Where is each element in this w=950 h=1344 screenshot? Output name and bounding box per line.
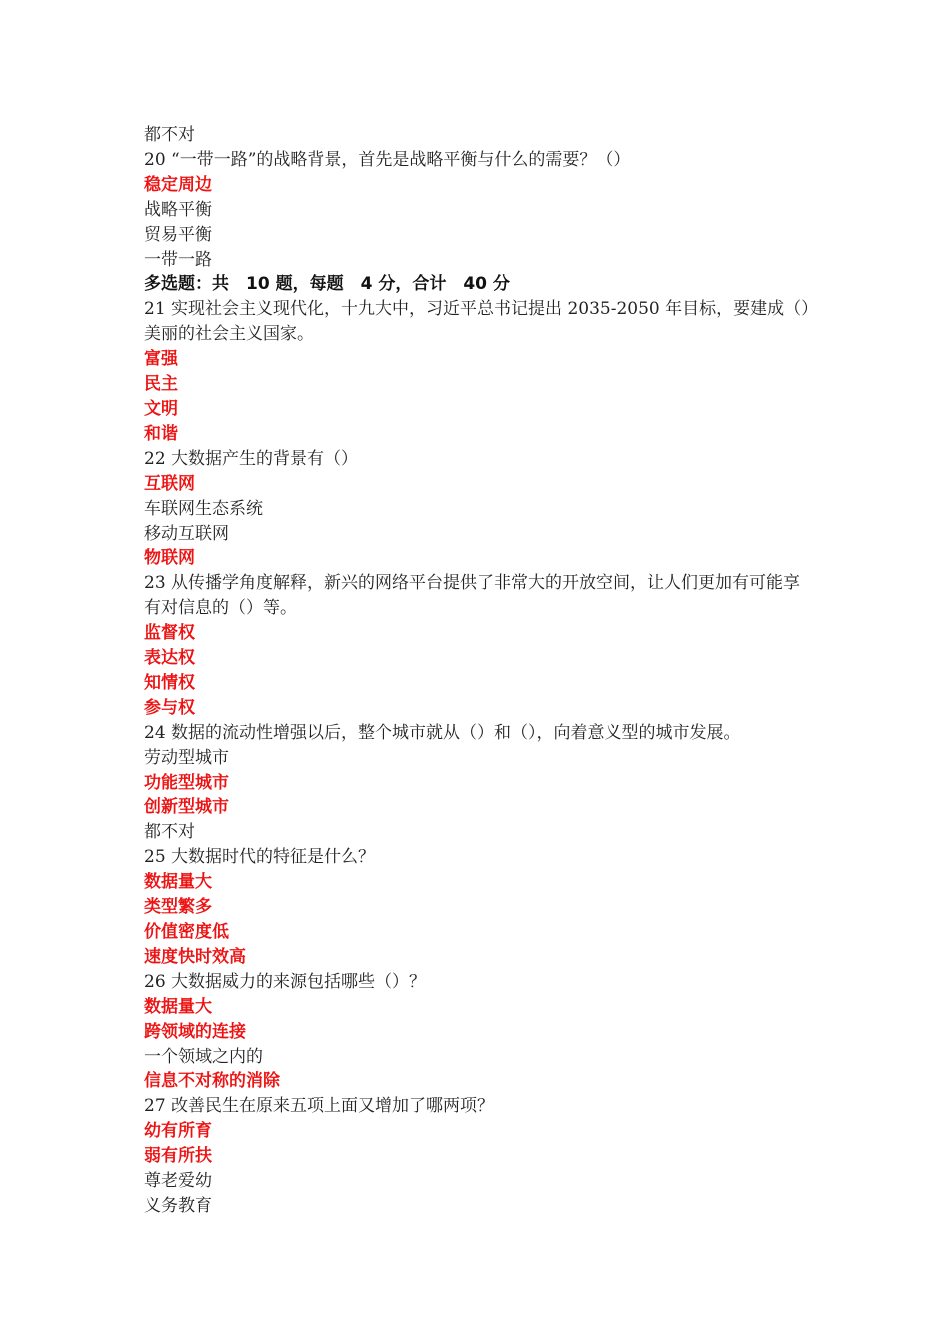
option-line: 一带一路 [144,249,212,270]
correct-answer-line: 文明 [144,398,178,419]
correct-answer-line: 参与权 [144,697,195,718]
option-line: 都不对 [144,125,195,145]
correct-answer-line: 价值密度低 [144,922,229,942]
correct-answer-line: 类型繁多 [144,897,212,918]
correct-answer-line: 弱有所扶 [144,1146,212,1167]
question-line: 22 大数据产生的背景有（） [144,448,359,469]
question-line: 26 大数据威力的来源包括哪些（）？ [144,971,427,992]
option-line: 尊老爱幼 [144,1171,212,1192]
correct-answer-line: 民主 [144,374,178,395]
correct-answer-line: 速度快时效高 [144,946,246,967]
question-line: 25 大数据时代的特征是什么？ [144,847,376,868]
correct-answer-line: 功能型城市 [144,772,229,793]
option-line: 贸易平衡 [144,224,212,245]
option-line: 一个领域之内的 [144,1046,263,1067]
question-line: 27 改善民生在原来五项上面又增加了哪两项？ [144,1096,495,1117]
question-line: 24 数据的流动性增强以后，整个城市就从（）和（），向着意义型的城市发展。 [144,722,741,743]
option-line: 义务教育 [144,1195,212,1216]
option-line: 移动互联网 [144,523,229,544]
correct-answer-line: 稳定周边 [144,174,212,195]
question-line: 20 “一带一路”的战略背景，首先是战略平衡与什么的需要？（） [144,149,631,170]
correct-answer-line: 信息不对称的消除 [144,1071,280,1092]
correct-answer-line: 富强 [144,349,178,370]
option-line: 车联网生态系统 [144,498,263,519]
correct-answer-line: 幼有所育 [144,1121,212,1142]
correct-answer-line: 监督权 [144,623,195,644]
document-body [144,123,816,1219]
correct-answer-line: 和谐 [144,423,178,444]
section-heading: 多选题：共 10 题，每题 4 分，合计 40 分 [144,274,510,295]
correct-answer-line: 数据量大 [144,872,212,893]
correct-answer-line: 互联网 [144,473,195,494]
correct-answer-line: 表达权 [144,648,195,669]
correct-answer-line: 创新型城市 [144,797,229,818]
correct-answer-line: 跨领域的连接 [144,1021,246,1042]
option-line: 劳动型城市 [144,747,229,768]
question-line: 21 实现社会主义现代化，十九大中，习近平总书记提出 2035-2050 年目标，要建成（）美丽的社会主义国家。 [144,299,810,345]
option-line: 战略平衡 [144,199,212,220]
correct-answer-line: 知情权 [144,672,195,693]
question-line: 23 从传播学角度解释，新兴的网络平台提供了非常大的开放空间，让人们更加有可能享有对信息的（）等。 [144,573,801,619]
correct-answer-line: 物联网 [144,548,195,569]
option-line: 都不对 [144,822,195,843]
correct-answer-line: 数据量大 [144,996,212,1017]
